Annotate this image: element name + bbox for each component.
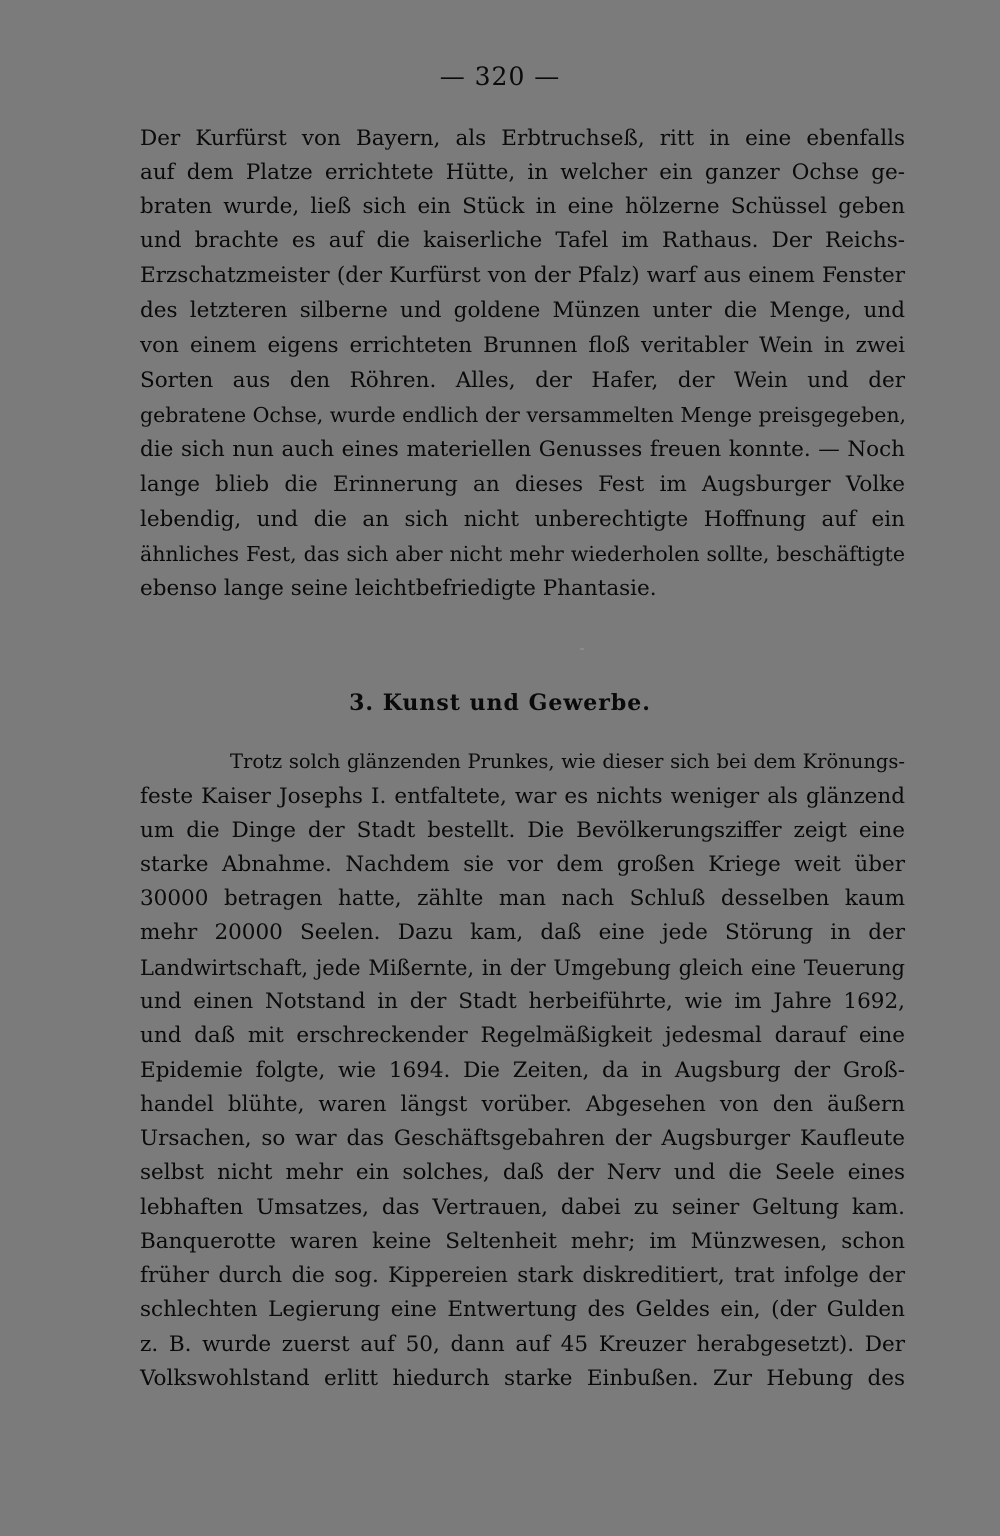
text-line: von einem eigens errichteten Brunnen floß veritabler Wein in zwei (140, 333, 905, 358)
section-heading: 3. Kunst und Gewerbe. (349, 690, 651, 716)
ink-speck (580, 648, 584, 650)
text-line: schlechten Legierung eine Entwertung des Geldes ein, (der Gulden (140, 1297, 905, 1322)
text-line: mehr 20000 Seelen. Dazu kam, daß eine jede Störung in der (140, 920, 905, 945)
text-line: Trotz solch glänzenden Prunkes, wie dieser sich bei dem Krönungs- (230, 750, 905, 773)
text-line: und brachte es auf die kaiserliche Tafel im Rathaus. Der Reichs- (140, 228, 905, 253)
text-line: starke Abnahme. Nachdem sie vor dem großen Kriege weit über (140, 852, 905, 877)
text-line: Landwirtschaft, jede Mißernte, in der Umgebung gleich eine Teuerung (140, 956, 905, 980)
text-line: gebratene Ochse, wurde endlich der versammelten Menge preisgegeben, (140, 403, 907, 427)
text-line: Sorten aus den Röhren. Alles, der Hafer, der Wein und der (140, 368, 905, 393)
text-line: ähnliches Fest, das sich aber nicht mehr wiederholen sollte, beschäftigte (140, 542, 905, 566)
text-line: Ursachen, so war das Geschäftsgebahren der Augsburger Kaufleute (140, 1126, 905, 1151)
text-line: früher durch die sog. Kippereien stark diskreditiert, trat infolge der (140, 1263, 905, 1288)
text-line: die sich nun auch eines materiellen Genusses freuen konnte. — Noch (140, 437, 905, 462)
text-line: Epidemie folgte, wie 1694. Die Zeiten, da in Augsburg der Groß- (140, 1058, 905, 1083)
text-line: Erzschatzmeister (der Kurfürst von der Pfalz) warf aus einem Fenster (140, 263, 905, 288)
text-line: selbst nicht mehr ein solches, daß der Nerv und die Seele eines (140, 1160, 905, 1185)
text-line: ebenso lange seine leichtbefriedigte Phantasie. (140, 576, 657, 601)
text-line: lebendig, und die an sich nicht unberechtigte Hoffnung auf ein (140, 507, 905, 532)
text-line: um die Dinge der Stadt bestellt. Die Bevölkerungsziffer zeigt eine (140, 818, 905, 843)
text-line: Banquerotte waren keine Seltenheit mehr; im Münzwesen, schon (140, 1229, 905, 1254)
text-line: 30000 betragen hatte, zählte man nach Schluß desselben kaum (140, 886, 905, 911)
text-line: feste Kaiser Josephs I. entfaltete, war es nichts weniger als glänzend (140, 784, 905, 809)
text-line: lange blieb die Erinnerung an dieses Fest im Augsburger Volke (140, 472, 905, 497)
page-number: — 320 — (439, 62, 561, 91)
text-line: z. B. wurde zuerst auf 50, dann auf 45 Kreuzer herabgesetzt). Der (140, 1332, 905, 1357)
text-line: Der Kurfürst von Bayern, als Erbtruchseß, ritt in eine ebenfalls (140, 126, 905, 151)
text-line: und einen Notstand in der Stadt herbeiführte, wie im Jahre 1692, (140, 989, 905, 1014)
text-line: handel blühte, waren längst vorüber. Abgesehen von den äußern (140, 1092, 905, 1117)
text-line: des letzteren silberne und goldene Münzen unter die Menge, und (140, 298, 905, 323)
text-line: auf dem Platze errichtete Hütte, in welcher ein ganzer Ochse ge- (140, 160, 905, 185)
text-line: und daß mit erschreckender Regelmäßigkeit jedesmal darauf eine (140, 1023, 905, 1048)
text-line: braten wurde, ließ sich ein Stück in eine hölzerne Schüssel geben (140, 194, 905, 219)
text-line: lebhaften Umsatzes, das Vertrauen, dabei zu seiner Geltung kam. (140, 1195, 905, 1220)
text-line: Volkswohlstand erlitt hiedurch starke Einbußen. Zur Hebung des (140, 1366, 905, 1391)
